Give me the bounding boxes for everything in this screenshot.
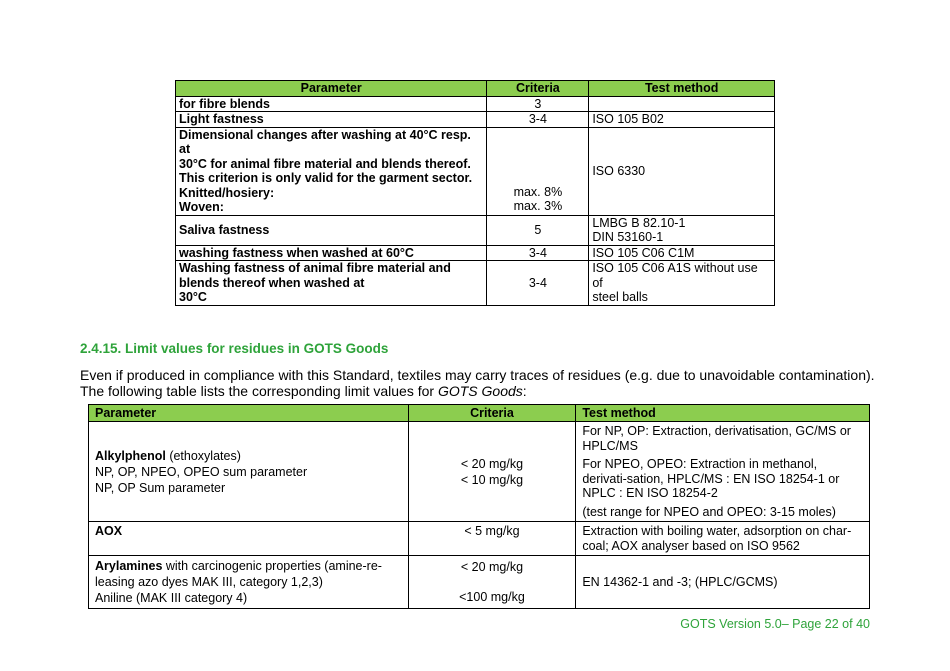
gots-goods-term: GOTS Goods [437,383,523,399]
test-method-cell: Extraction with boiling water, adsorption on char- coal; AOX analyser based on ISO 9562 [576,522,870,556]
parameter-cell: Saliva fastness [176,215,487,245]
table-row [89,522,870,556]
table-row [89,422,870,522]
parameter-cell: Washing fastness of animal fibre material and blends thereof when washed at 30°C [176,261,487,306]
table-row [176,127,775,215]
parameter-cell: for fibre blends [176,96,487,112]
parameter-cell: Light fastness [176,112,487,128]
parameter-cell: AOX [89,522,409,556]
parameter-cell: Arylamines with carcinogenic properties (amine-re- leasing azo dyes MAK III, category 1,2,3) Aniline (MAK III category 4) [89,556,409,609]
criteria-cell: 3 [487,96,589,112]
intro-paragraph: Even if produced in compliance with this Standard, textiles may carry traces of residues (e.g. due to unavoidable contamination). The following table lists the corresponding limit values for GOTS Goods: [80,367,875,399]
parameter-cell: Dimensional changes after washing at 40°C resp. at 30°C for animal fibre material and blends thereof. This criterion is only valid for the garment sector. Knitted/hosiery: Woven: [176,127,487,215]
test-method-cell [589,96,775,112]
header-parameter: Parameter [89,405,409,422]
test-method-cell: ISO 105 C06 C1M [589,245,775,261]
test-method-cell: ISO 105 B02 [589,112,775,128]
table-row [176,215,775,245]
criteria-cell: 5 [487,215,589,245]
table-row [176,112,775,128]
section-heading: 2.4.15. Limit values for residues in GOTS Goods [80,341,389,356]
table-row [176,96,775,112]
header-test-method: Test method [589,81,775,97]
criteria-cell: 3-4 [487,112,589,128]
test-method-cell: ISO 105 C06 A1S without use of steel balls [589,261,775,306]
parameter-cell: Alkylphenol (ethoxylates) NP, OP, NPEO, OPEO sum parameter NP, OP Sum parameter [89,422,409,522]
test-method-cell: EN 14362-1 and -3; (HPLC/GCMS) [576,556,870,609]
page-footer: GOTS Version 5.0– Page 22 of 40 [680,617,870,631]
test-method-cell: ISO 6330 [589,127,775,215]
criteria-cell: < 20 mg/kg < 10 mg/kg [408,422,576,522]
header-test-method: Test method [576,405,870,422]
header-criteria: Criteria [408,405,576,422]
criteria-cell: < 5 mg/kg [408,522,576,556]
residue-limits-table [88,404,870,609]
fastness-criteria-table [175,80,775,306]
criteria-cell: max. 8% max. 3% [487,127,589,215]
test-method-cell: LMBG B 82.10-1 DIN 53160-1 [589,215,775,245]
criteria-cell: < 20 mg/kg <100 mg/kg [408,556,576,609]
parameter-cell: washing fastness when washed at 60°C [176,245,487,261]
test-method-cell: For NP, OP: Extraction, derivatisation, GC/MS or HPLC/MS For NPEO, OPEO: Extraction in methanol, derivati-sation, HPLC/MS : EN ISO 18254-1 or NPLC : EN ISO 18254-2 (test range for NPEO and OPEO: 3-15 moles) [576,422,870,522]
table-row [176,245,775,261]
header-criteria: Criteria [487,81,589,97]
table-row [89,556,870,609]
table-header-row [176,81,775,97]
table-header-row [89,405,870,422]
header-parameter: Parameter [176,81,487,97]
table-row [176,261,775,306]
criteria-cell: 3-4 [487,261,589,306]
criteria-cell: 3-4 [487,245,589,261]
